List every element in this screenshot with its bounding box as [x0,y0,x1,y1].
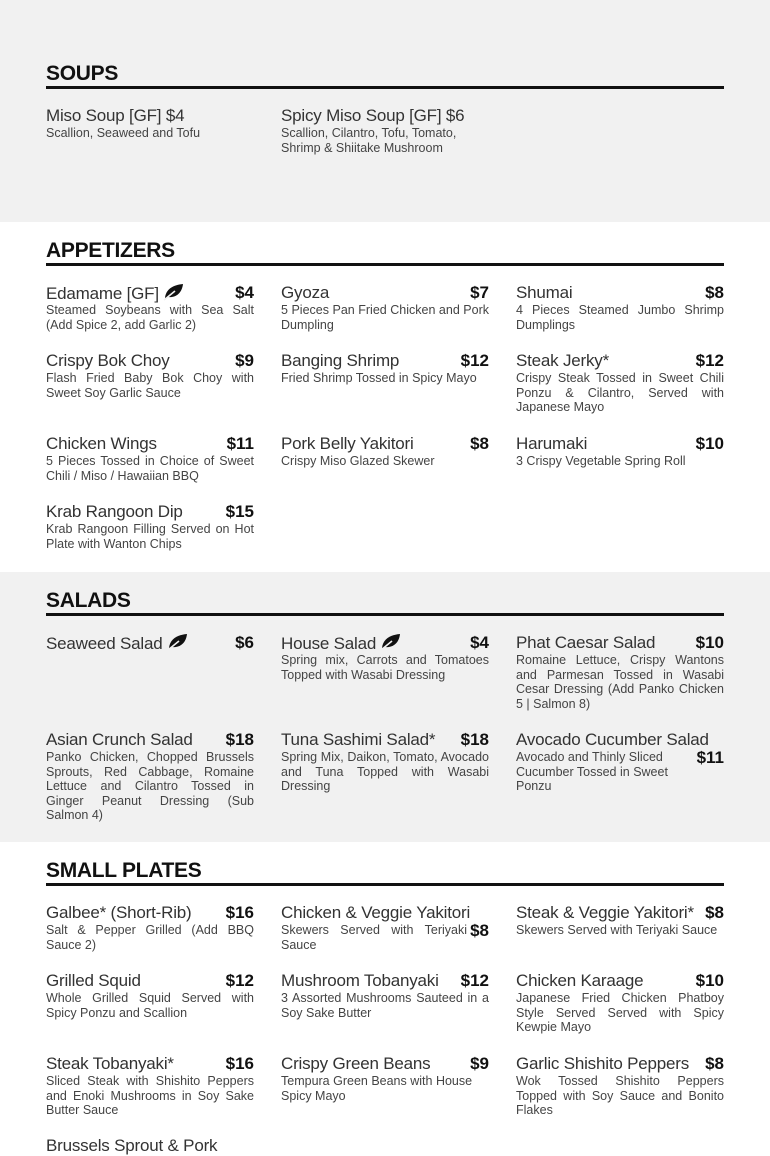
item-price: $12 [460,971,489,990]
item-name: Galbee* (Short-Rib) [46,903,192,922]
salads-section [0,572,770,842]
item-name: Crispy Bok Choy [46,351,170,370]
item-desc: Panko Chicken, Chopped Brussels Sprouts, Red Cabbage, Romaine Lettuce and Cilantro Tossed in Ginger Peanut Dressing (Sub Salmon 4) [46,750,254,822]
item-price: $6 [235,633,254,652]
item-desc: Salt & Pepper Grilled (Add BBQ Sauce 2) [46,923,254,952]
item-desc: Fried Shrimp Tossed in Spicy Mayo [281,371,477,385]
item-price: $10 [695,434,724,453]
menu-item [516,633,724,711]
menu-item [281,971,489,1020]
item-price: $4 [470,633,489,652]
item-desc: 3 Crispy Vegetable Spring Roll [516,454,686,468]
item-name: Miso Soup [GF] $4 [46,106,185,125]
item-price: $9 [235,351,254,370]
item-name: Phat Caesar Salad [516,633,656,652]
item-desc: 5 Pieces Tossed in Choice of Sweet Chili / Miso / Hawaiian BBQ [46,454,254,483]
item-name: Chicken Wings [46,434,157,453]
appetizers-title: APPETIZERS [46,239,724,266]
item-desc: Wok Tossed Shishito Peppers Topped with Soy Sauce and Bonito Flakes [516,1074,724,1117]
menu-item [281,903,489,952]
small-plates-title: SMALL PLATES [46,859,724,886]
menu-item [516,730,724,794]
menu-item [46,633,254,653]
item-desc: Whole Grilled Squid Served with Spicy Ponzu and Scallion [46,991,254,1020]
item-name: House Salad [281,634,377,653]
item-price: $8 [470,921,489,940]
menu-item [46,971,254,1020]
item-name: Banging Shrimp [281,351,400,370]
item-price: $4 [235,283,254,302]
item-price: $16 [225,1054,254,1073]
menu-item [516,351,724,415]
item-desc: Crispy Miso Glazed Skewer [281,454,435,468]
item-name: Steak Jerky* [516,351,610,370]
item-name: Avocado Cucumber Salad [516,730,709,749]
item-name: Chicken & Veggie Yakitori [281,903,471,922]
item-desc: Skewers Served with Teriyaki Sauce [281,923,467,952]
salads-title: SALADS [46,589,724,616]
item-name: Tuna Sashimi Salad* [281,730,436,749]
menu-item [516,1054,724,1118]
item-price: $16 [225,903,254,922]
menu-item [281,730,489,794]
item-desc: Flash Fried Baby Bok Choy with Sweet Soy Garlic Sauce [46,371,254,400]
item-name: Krab Rangoon Dip [46,502,183,521]
item-desc: Sliced Steak with Shishito Peppers and Enoki Mushrooms in Soy Sake Butter Sauce [46,1074,254,1117]
item-name: Seaweed Salad [46,634,163,653]
item-name: Steak Tobanyaki* [46,1054,174,1073]
item-desc: Romaine Lettuce, Crispy Wantons and Parmesan Tossed in Wasabi Cesar Dressing (Add Panko Chicken 5 | Salmon 8) [516,653,724,711]
menu-item [46,434,254,483]
item-price: $10 [695,971,724,990]
item-name: Grilled Squid [46,971,141,990]
item-price: $8 [705,903,724,922]
item-name: Garlic Shishito Peppers [516,1054,690,1073]
item-desc: Avocado and Thinly Sliced Cucumber Tossed in Sweet Ponzu [516,750,668,793]
item-name: Steak & Veggie Yakitori* [516,903,694,922]
item-desc: Scallion, Seaweed and Tofu [46,126,201,140]
item-desc: Skewers Served with Teriyaki Sauce [516,923,718,937]
item-price: $18 [460,730,489,749]
menu-item [516,434,724,469]
item-price: $8 [705,283,724,302]
leaf-icon [163,283,185,306]
menu-item [46,730,254,823]
item-price: $10 [695,633,724,652]
item-desc: Spring mix, Carrots and Tomatoes Topped with Wasabi Dressing [281,653,489,682]
item-desc: 4 Pieces Steamed Jumbo Shrimp Dumplings [516,303,724,332]
item-price: $15 [225,502,254,521]
menu-item [46,903,254,952]
item-desc: Crispy Steak Tossed in Sweet Chili Ponzu & Cilantro, Served with Japanese Mayo [516,371,724,414]
soups-title: SOUPS [46,62,724,89]
menu-item [46,351,254,400]
menu-item [281,106,489,155]
menu-item [46,502,254,551]
item-name: Mushroom Tobanyaki [281,971,439,990]
item-name: Gyoza [281,283,330,302]
leaf-icon [380,633,402,656]
item-desc: Krab Rangoon Filling Served on Hot Plate with Wanton Chips [46,522,254,551]
item-desc: Spring Mix, Daikon, Tomato, Avocado and Tuna Topped with Wasabi Dressing [281,750,489,793]
menu-item [516,903,724,938]
item-name: Edamame [GF] [46,284,159,303]
appetizers-section [0,222,770,572]
menu-item [281,633,489,682]
menu-item [281,283,489,332]
menu-item [281,351,489,386]
menu-item [46,106,254,141]
item-name: Shumai [516,283,573,302]
item-desc: 5 Pieces Pan Fried Chicken and Pork Dumpling [281,303,489,332]
menu-item [46,1054,254,1118]
item-name: Harumaki [516,434,588,453]
small-plates-section [0,842,770,1150]
menu-item [281,1054,489,1103]
item-desc: Steamed Soybeans with Sea Salt (Add Spice 2, add Garlic 2) [46,303,254,332]
cut-off-item-name: Brussels Sprout & Pork [46,1136,218,1155]
menu-item [281,434,489,469]
item-price: $8 [470,434,489,453]
item-desc: Scallion, Cilantro, Tofu, Tomato, Shrimp & Shiitake Mushroom [281,126,457,155]
item-price: $12 [695,351,724,370]
item-price: $18 [225,730,254,749]
item-price: $7 [470,283,489,302]
menu-item [516,971,724,1035]
item-price: $11 [696,748,724,767]
item-name: Spicy Miso Soup [GF] $6 [281,106,465,125]
item-name: Pork Belly Yakitori [281,434,414,453]
item-desc: 3 Assorted Mushrooms Sauteed in a Soy Sake Butter [281,991,489,1020]
item-price: $11 [226,434,254,453]
item-name: Crispy Green Beans [281,1054,431,1073]
item-price: $8 [705,1054,724,1073]
item-name: Asian Crunch Salad [46,730,193,749]
item-price: $12 [460,351,489,370]
item-name: Chicken Karaage [516,971,644,990]
soups-section [0,0,770,222]
item-desc: Tempura Green Beans with House Spicy Mayo [281,1074,473,1103]
item-desc: Japanese Fried Chicken Phatboy Style Served Served with Spicy Kewpie Mayo [516,991,724,1034]
item-price: $12 [225,971,254,990]
menu-item [46,283,254,332]
menu-item [516,283,724,332]
leaf-icon [167,633,189,656]
item-price: $9 [470,1054,489,1073]
